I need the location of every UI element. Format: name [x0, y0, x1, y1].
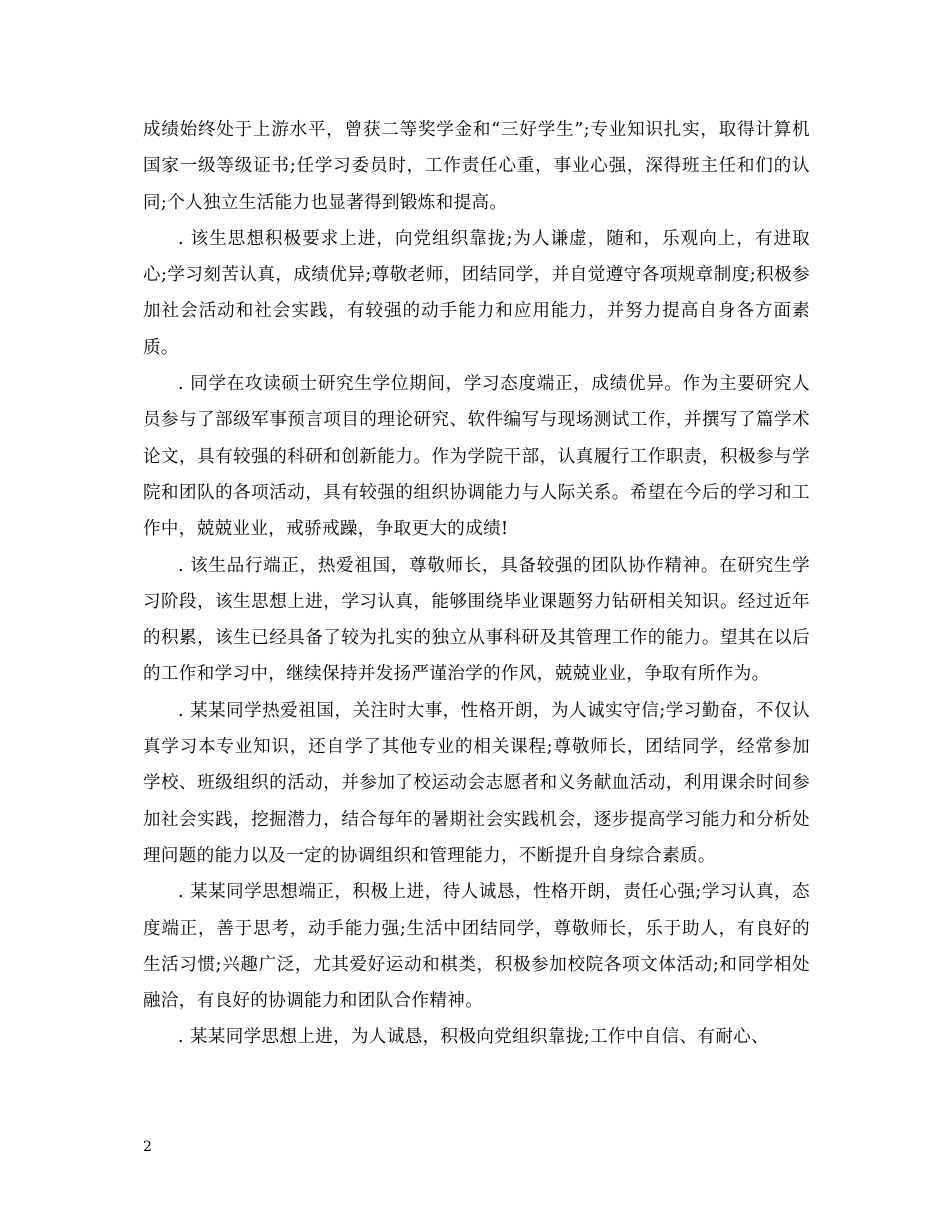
paragraph-4: . 该生品行端正，热爱祖国，尊敬师长，具备较强的团队协作精神。在研究生学习阶段，该生思想上进，学习认真，能够围绕毕业课题努力钻研相关知识。经过近年的积累，该生已经具备了较为扎实的独立从事科研及其管理工作的能力。望其在以后的工作和学习中，继续保持并发扬严谨治学的作风，兢兢业业，争取有所作为。 [143, 555, 810, 685]
paragraph-2: . 该生思想积极要求上进，向党组织靠拢;为人谦虚，随和，乐观向上，有进取心;学习刻苦认真，成绩优异;尊敬老师，团结同学，并自觉遵守各项规章制度;积极参加社会活动和社会实践，有较强的动手能力和应用能力，并努力提高自身各方面素质。 [143, 228, 810, 358]
paragraph-5: . 某某同学热爱祖国，关注时大事，性格开朗，为人诚实守信;学习勤奋，不仅认真学习本专业知识，还自学了其他专业的相关课程;尊敬师长，团结同学，经常参加学校、班级组织的活动，并参加了校运动会志愿者和义务献血活动，利用课余时间参加社会实践，挖掘潜力，结合每年的暑期社会实践机会，逐步提高学习能力和分析处理问题的能力以及一定的协调组织和管理能力，不断提升自身综合素质。 [143, 700, 810, 866]
paragraph-6: . 某某同学思想端正，积极上进，待人诚恳，性格开朗，责任心强;学习认真，态度端正，善于思考，动手能力强;生活中团结同学，尊敬师长，乐于助人，有良好的生活习惯;兴趣广泛，尤其爱好运动和棋类，积极参加校院各项文体活动;和同学相处融洽，有良好的协调能力和团队合作精神。 [143, 882, 810, 1012]
paragraph-3: . 同学在攻读硕士研究生学位期间，学习态度端正，成绩优异。作为主要研究人员参与了部级军事预言项目的理论研究、软件编写与现场测试工作，并撰写了篇学术论文，具有较强的科研和创新能力。作为学院干部，认真履行工作职责，积极参与学院和团队的各项活动，具有较强的组织协调能力与人际关系。希望在今后的学习和工作中，兢兢业业，戒骄戒躁，争取更大的成绩! [143, 374, 810, 540]
paragraph-1: 成绩始终处于上游水平，曾获二等奖学金和“三好学生”;专业知识扎实，取得计算机国家一级等级证书;任学习委员时，工作责任心重，事业心强，深得班主任和们的认同;个人独立生活能力也显著得到锻炼和提高。 [143, 120, 810, 213]
page-number: 2 [143, 1139, 152, 1155]
paragraph-7: . 某某同学思想上进，为人诚恳，积极向党组织靠拢;工作中自信、有耐心、 [178, 1027, 770, 1048]
document-body [143, 112, 810, 1056]
